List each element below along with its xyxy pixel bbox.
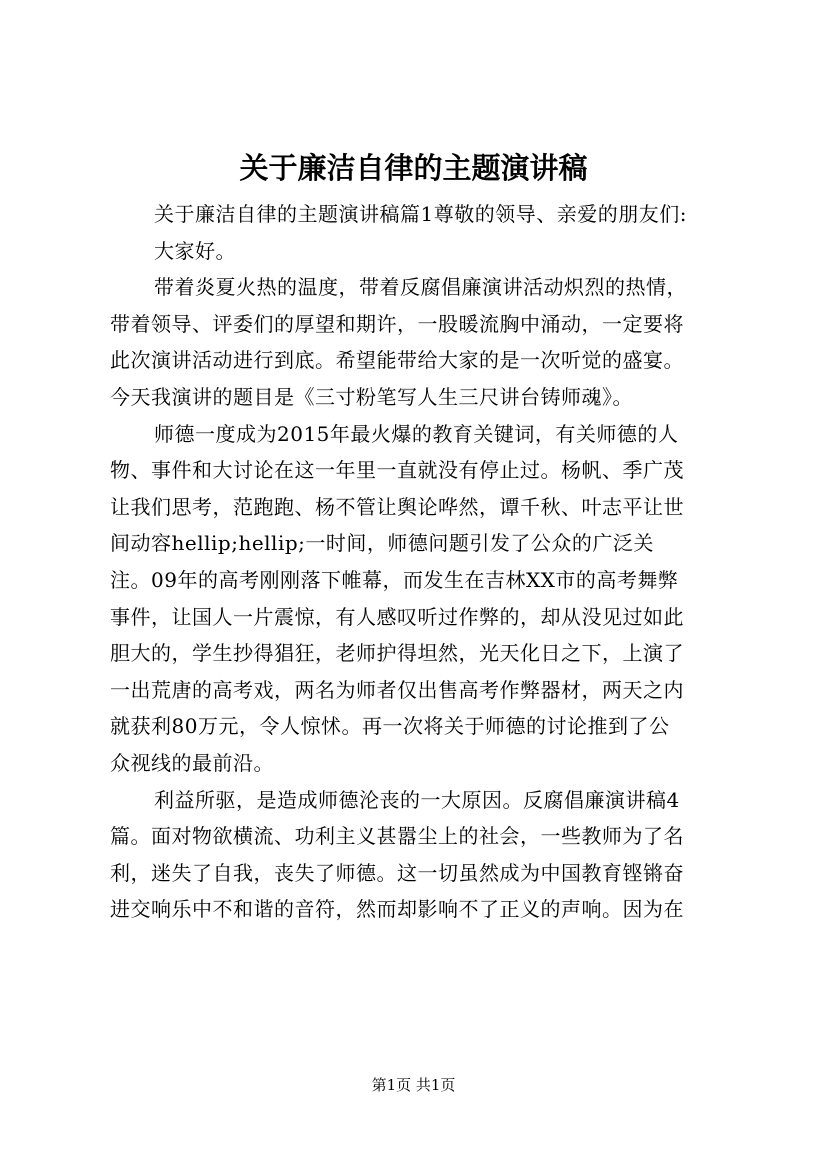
paragraph-line: 关于廉洁自律的主题演讲稿篇1尊敬的领导、亲爱的朋友们: <box>154 202 687 226</box>
paragraph-line: 带着领导、评委们的厚望和期许，一股暖流胸中涌动，一定要将 <box>110 311 684 336</box>
paragraph-line: 众视线的最前沿。 <box>110 750 274 775</box>
paragraph-line: 带着炎夏火热的温度，带着反腐倡廉演讲活动炽烈的热情， <box>154 275 687 300</box>
paragraph-line: 篇。面对物欲横流、功利主义甚嚣尘上的社会，一些教师为了名 <box>110 824 684 849</box>
paragraph-line: 利，迷失了自我，丧失了师德。这一切虽然成为中国教育铿锵奋 <box>110 860 684 885</box>
paragraph-line: 进交响乐中不和谐的音符，然而却影响不了正义的声响。因为在 <box>110 897 684 922</box>
document-title: 关于廉洁自律的主题演讲稿 <box>239 151 588 185</box>
paragraph-line: 此次演讲活动进行到底。希望能带给大家的是一次听觉的盛宴。 <box>110 348 684 373</box>
paragraph-line: 就获利80万元，令人惊怵。再一次将关于师德的讨论推到了公 <box>110 714 670 739</box>
paragraph-line: 利益所驱，是造成师德沦丧的一大原因。反腐倡廉演讲稿4 <box>154 787 680 812</box>
paragraph-line: 师德一度成为2015年最火爆的教育关键词，有关师德的人 <box>154 421 679 446</box>
paragraph-line: 事件，让国人一片震惊，有人感叹听过作弊的，却从没见过如此 <box>110 604 684 629</box>
paragraph-line: 一出荒唐的高考戏，两名为师者仅出售高考作弊器材，两天之内 <box>110 677 684 702</box>
paragraph-line: 物、事件和大讨论在这一年里一直就没有停止过。杨帆、季广茂 <box>110 458 684 483</box>
paragraph-line: 让我们思考，范跑跑、杨不管让舆论哗然，谭千秋、叶志平让世 <box>110 494 684 519</box>
document-body <box>110 196 750 928</box>
paragraph-line: 间动容hellip;hellip;一时间，师德问题引发了公众的广泛关 <box>110 531 654 556</box>
paragraph-line: 今天我演讲的题目是《三寸粉笔写人生三尺讲台铸师魂》。 <box>110 384 633 409</box>
paragraph-line: 大家好。 <box>154 238 236 263</box>
paragraph-line: 胆大的，学生抄得猖狂，老师护得坦然，光天化日之下，上演了 <box>110 641 684 666</box>
paragraph-line: 注。09年的高考刚刚落下帷幕，而发生在吉林XX市的高考舞弊 <box>110 567 679 592</box>
page-footer: 第1页 共1页 <box>371 1076 456 1094</box>
